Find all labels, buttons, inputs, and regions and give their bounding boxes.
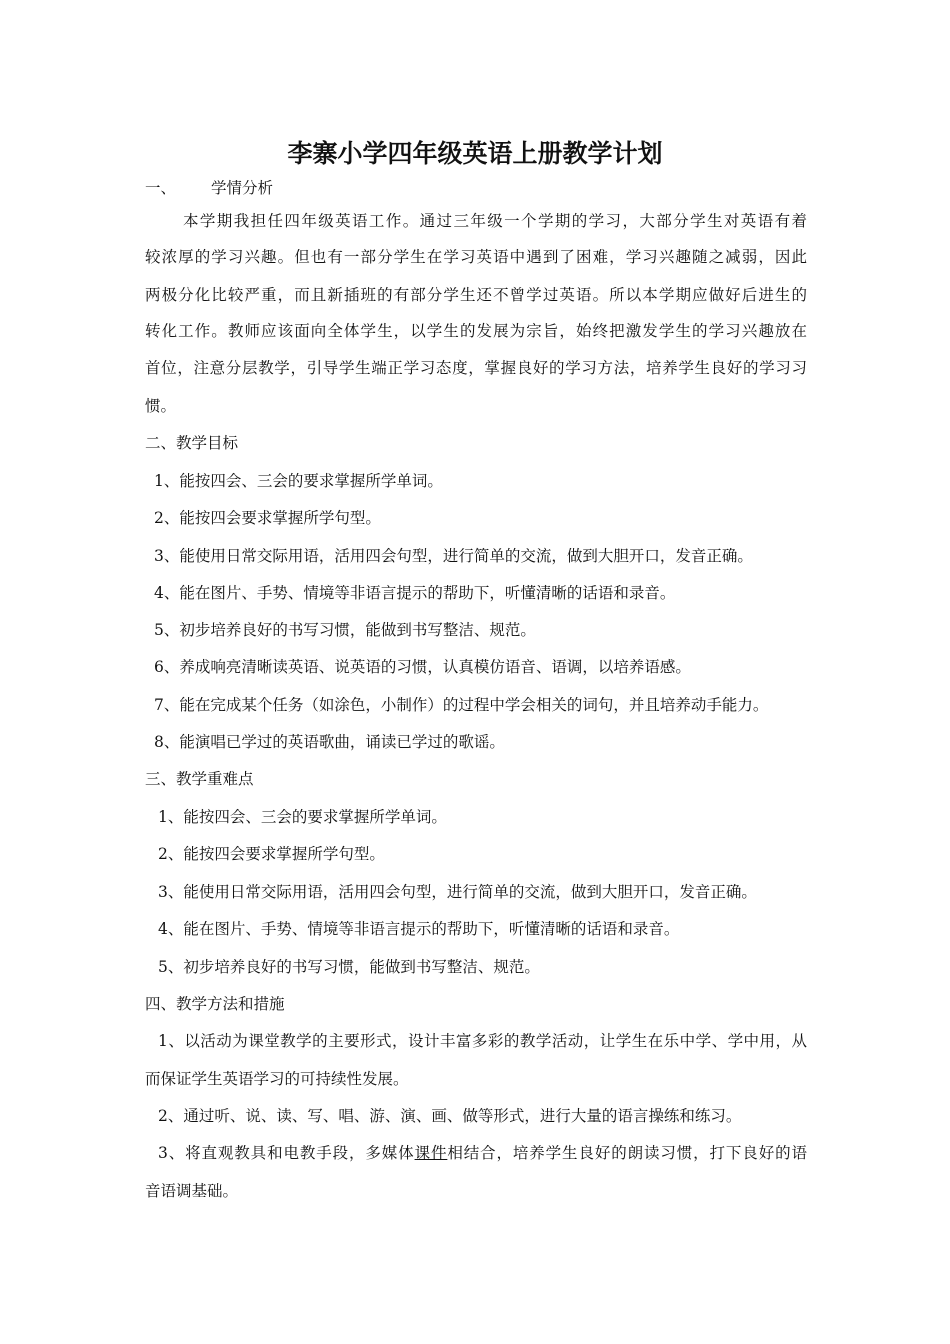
document-title: 李寨小学四年级英语上册教学计划 (287, 139, 663, 168)
list-item: 5、初步培养良好的书写习惯，能做到书写整洁、规范。 (154, 621, 536, 639)
section-title: 学情分析 (211, 179, 274, 197)
section-heading-2: 二、教学目标 (145, 434, 239, 452)
list-item: 1、以活动为课堂教学的主要形式，设计丰富多彩的教学活动，让学生在乐中学、学中用，从 (158, 1032, 807, 1050)
list-item: 8、能演唱已学过的英语歌曲，诵读已学过的歌谣。 (154, 733, 505, 751)
list-item (145, 1142, 807, 1164)
list-item: 6、养成响亮清晰读英语、说英语的习惯，认真模仿语音、语调，以培养语感。 (154, 658, 691, 676)
list-item: 1、能按四会、三会的要求掌握所学单词。 (158, 808, 447, 826)
paragraph-line: 首位，注意分层教学，引导学生端正学习态度，掌握良好的学习方法，培养学生良好的学习习 (145, 359, 807, 377)
section-heading-1 (145, 177, 807, 199)
list-item: 4、能在图片、手势、情境等非语言提示的帮助下，听懂清晰的话语和录音。 (158, 920, 680, 938)
underlined-term: 课件 (414, 1144, 448, 1162)
section-heading-4: 四、教学方法和措施 (145, 995, 285, 1013)
paragraph-line: 本学期我担任四年级英语工作。通过三年级一个学期的学习，大部分学生对英语有着 (183, 212, 807, 230)
paragraph-line: 较浓厚的学习兴趣。但也有一部分学生在学习英语中遇到了困难，学习兴趣随之减弱，因此 (145, 248, 807, 266)
list-item: 3、能使用日常交际用语，活用四会句型，进行简单的交流，做到大胆开口，发音正确。 (154, 547, 753, 565)
paragraph-line: 惯。 (145, 397, 177, 415)
section-number: 一、 (145, 179, 177, 197)
list-item: 4、能在图片、手势、情境等非语言提示的帮助下，听懂清晰的话语和录音。 (154, 584, 676, 602)
paragraph-line: 转化工作。教师应该面向全体学生，以学生的发展为宗旨，始终把激发学生的学习兴趣放在 (145, 322, 807, 340)
list-item: 2、能按四会要求掌握所学句型。 (154, 509, 381, 527)
list-item: 7、能在完成某个任务（如涂色，小制作）的过程中学会相关的词句，并且培养动手能力。 (154, 696, 769, 714)
list-item: 2、能按四会要求掌握所学句型。 (158, 845, 385, 863)
paragraph-line: 两极分化比较严重，而且新插班的有部分学生还不曾学过英语。所以本学期应做好后进生的 (145, 286, 807, 304)
list-item-continuation: 而保证学生英语学习的可持续性发展。 (145, 1070, 409, 1088)
list-item-text: 3、将直观教具和电教手段，多媒体 (158, 1144, 415, 1162)
list-item-text: 相结合，培养学生良好的朗读习惯，打下良好的语 (447, 1144, 807, 1162)
list-item: 2、通过听、说、读、写、唱、游、演、画、做等形式，进行大量的语言操练和练习。 (158, 1107, 742, 1125)
list-item: 3、能使用日常交际用语，活用四会句型，进行简单的交流，做到大胆开口，发音正确。 (158, 883, 757, 901)
list-item-continuation: 音语调基础。 (145, 1182, 239, 1200)
list-item: 5、初步培养良好的书写习惯，能做到书写整洁、规范。 (158, 958, 540, 976)
section-heading-3: 三、教学重难点 (145, 770, 254, 788)
list-item: 1、能按四会、三会的要求掌握所学单词。 (154, 472, 443, 490)
